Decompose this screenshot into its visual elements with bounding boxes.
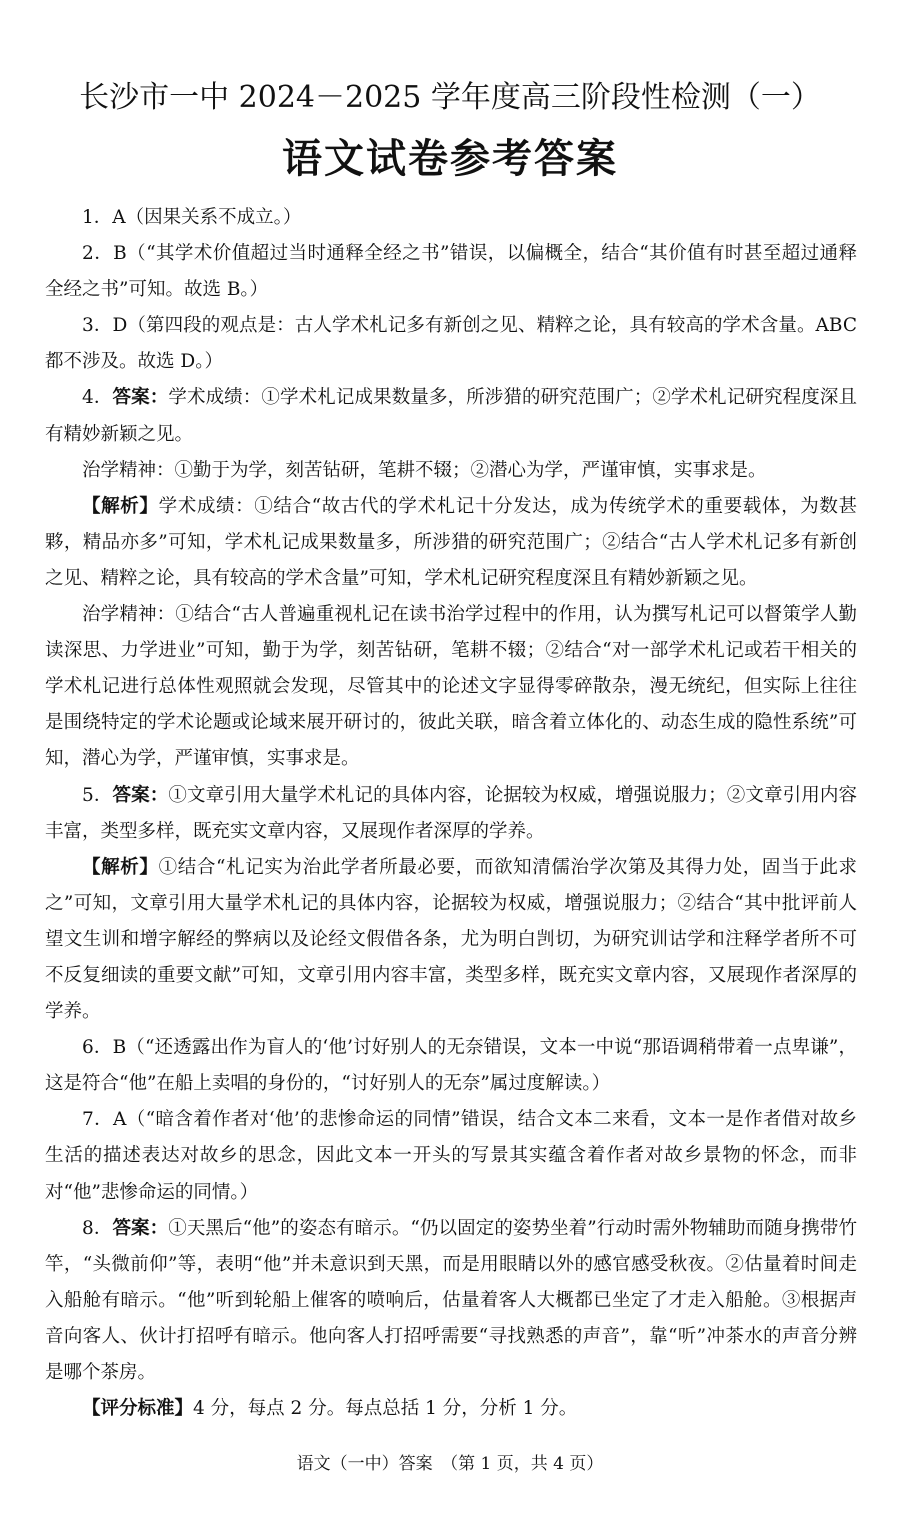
answer-4 <box>45 380 857 452</box>
answer-text: 3．D（第四段的观点是：古人学术札记多有新创之见、精粹之论，具有较高的学术含量。ABC 都不涉及。故选 D。） <box>45 315 857 373</box>
page-footer: 语文（一中）答案 （第 1 页，共 4 页） <box>296 1454 604 1474</box>
analysis-text: 治学精神：①结合“古人普遍重视札记在读书治学过程中的作用，认为撰写札记可以督策学人勤读深思、力学进业”可知，勤于为学，刻苦钻研，笔耕不辍；②结合“对一部学术札记或若干相关的学术札记进行总体性观照就会发现，尽管其中的论述文字显得零碎散杂，漫无统纪，但实际上往往是围绕特定的学术论题或论域来展开研讨的，彼此关联，暗含着立体化的、动态生成的隐性系统”可知，潜心为学，严谨审慎，实事求是。 <box>45 604 857 770</box>
answer-7 <box>45 1102 857 1210</box>
answer-1 <box>45 200 857 236</box>
answer-3 <box>45 308 857 380</box>
scoring-label: 【评分标准】 <box>82 1398 194 1420</box>
question-number: 8． <box>82 1217 113 1239</box>
scoring-text: 4 分，每点 2 分。每点总括 1 分，分析 1 分。 <box>193 1398 578 1420</box>
exam-title: 长沙市一中 2024－2025 学年度高三阶段性检测（一） <box>79 80 821 115</box>
answer-8 <box>45 1211 857 1391</box>
analysis-5 <box>45 850 857 1030</box>
analysis-label: 【解析】 <box>82 495 159 517</box>
answer-5 <box>45 778 857 850</box>
answer-text: 学术成绩：①学术札记成果数量多，所涉猎的研究范围广；②学术札记研究程度深且有精妙新颖之见。 <box>45 387 857 445</box>
analysis-text: ①结合“札记实为治此学者所最必要，而欲知清儒治学次第及其得力处，固当于此求之”可知，文章引用大量学术札记的具体内容，论据较为权威，增强说服力；②结合“其中批评前人望文生训和增字解经的弊病以及论经文假借各条，尤为明白剀切，为研究训诂学和注释学者所不可不反复细读的重要文献”可知，文章引用内容丰富，类型多样，既充实文章内容，又展现作者深厚的学养。 <box>45 856 857 1023</box>
analysis-4 <box>45 489 857 597</box>
answer-label: 答案： <box>112 387 169 409</box>
answer-label: 答案： <box>112 1217 169 1239</box>
analysis-text: 学术成绩：①结合“故古代的学术札记十分发达，成为传统学术的重要载体，为数甚夥，精品亦多”可知，学术札记成果数量多，所涉猎的研究范围广；②结合“古人学术札记多有新创之见、精粹之论，具有较高的学术含量”可知，学术札记研究程度深且有精妙新颖之见。 <box>45 495 857 589</box>
answer-4-spirit <box>45 453 857 489</box>
analysis-label: 【解析】 <box>82 856 159 878</box>
answer-text: ①天黑后“他”的姿态有暗示。“仍以固定的姿势坐着”行动时需外物辅助而随身携带竹竿，“头微前仰”等，表明“他”并未意识到天黑，而是用眼睛以外的感官感受秋夜。②估量着时间走入船舱有暗示。“他”听到轮船上催客的喷响后，估量着客人大概都已坐定了才走入船舱。③根据声音向客人、伙计打招呼有暗示。他向客人打招呼需要“寻找熟悉的声音”，靠“听”冲茶水的声音分辨是哪个茶房。 <box>45 1217 857 1383</box>
answer-label: 答案： <box>112 784 169 806</box>
answer-text: 1．A（因果关系不成立。） <box>82 207 302 228</box>
answer-body <box>45 200 857 1427</box>
analysis-4-spirit <box>45 597 857 777</box>
answer-text: ①文章引用大量学术札记的具体内容，论据较为权威，增强说服力；②文章引用内容丰富，类型多样，既充实文章内容，又展现作者深厚的学养。 <box>45 784 857 842</box>
answer-text: 6．B（“还透露出作为盲人的‘他’讨好别人的无奈错误，文本一中说“那语调稍带着一点卑谦”，这是符合“他”在船上卖唱的身份的，“讨好别人的无奈”属过度解读。） <box>45 1037 857 1095</box>
answer-text: 2．B（“其学术价值超过当时通释全经之书”错误，以偏概全，结合“其价值有时甚至超过通释全经之书”可知。故选 B。） <box>45 243 857 301</box>
answer-2 <box>45 236 857 308</box>
answer-6 <box>45 1030 857 1102</box>
answer-text: 7．A（“暗含着作者对‘他’的悲惨命运的同情”错误，结合文本二来看，文本一是作者借对故乡生活的描述表达对故乡的思念，因此文本一开头的写景其实蕴含着作者对故乡景物的怀念，而非对“他”悲惨命运的同情。） <box>45 1109 857 1203</box>
question-number: 5． <box>82 784 113 806</box>
question-number: 4． <box>82 387 113 409</box>
document-subtitle: 语文试卷参考答案 <box>282 136 618 182</box>
answer-text: 治学精神：①勤于为学，刻苦钻研，笔耕不辍；②潜心为学，严谨审慎，实事求是。 <box>82 459 767 481</box>
scoring-criteria <box>45 1391 857 1427</box>
